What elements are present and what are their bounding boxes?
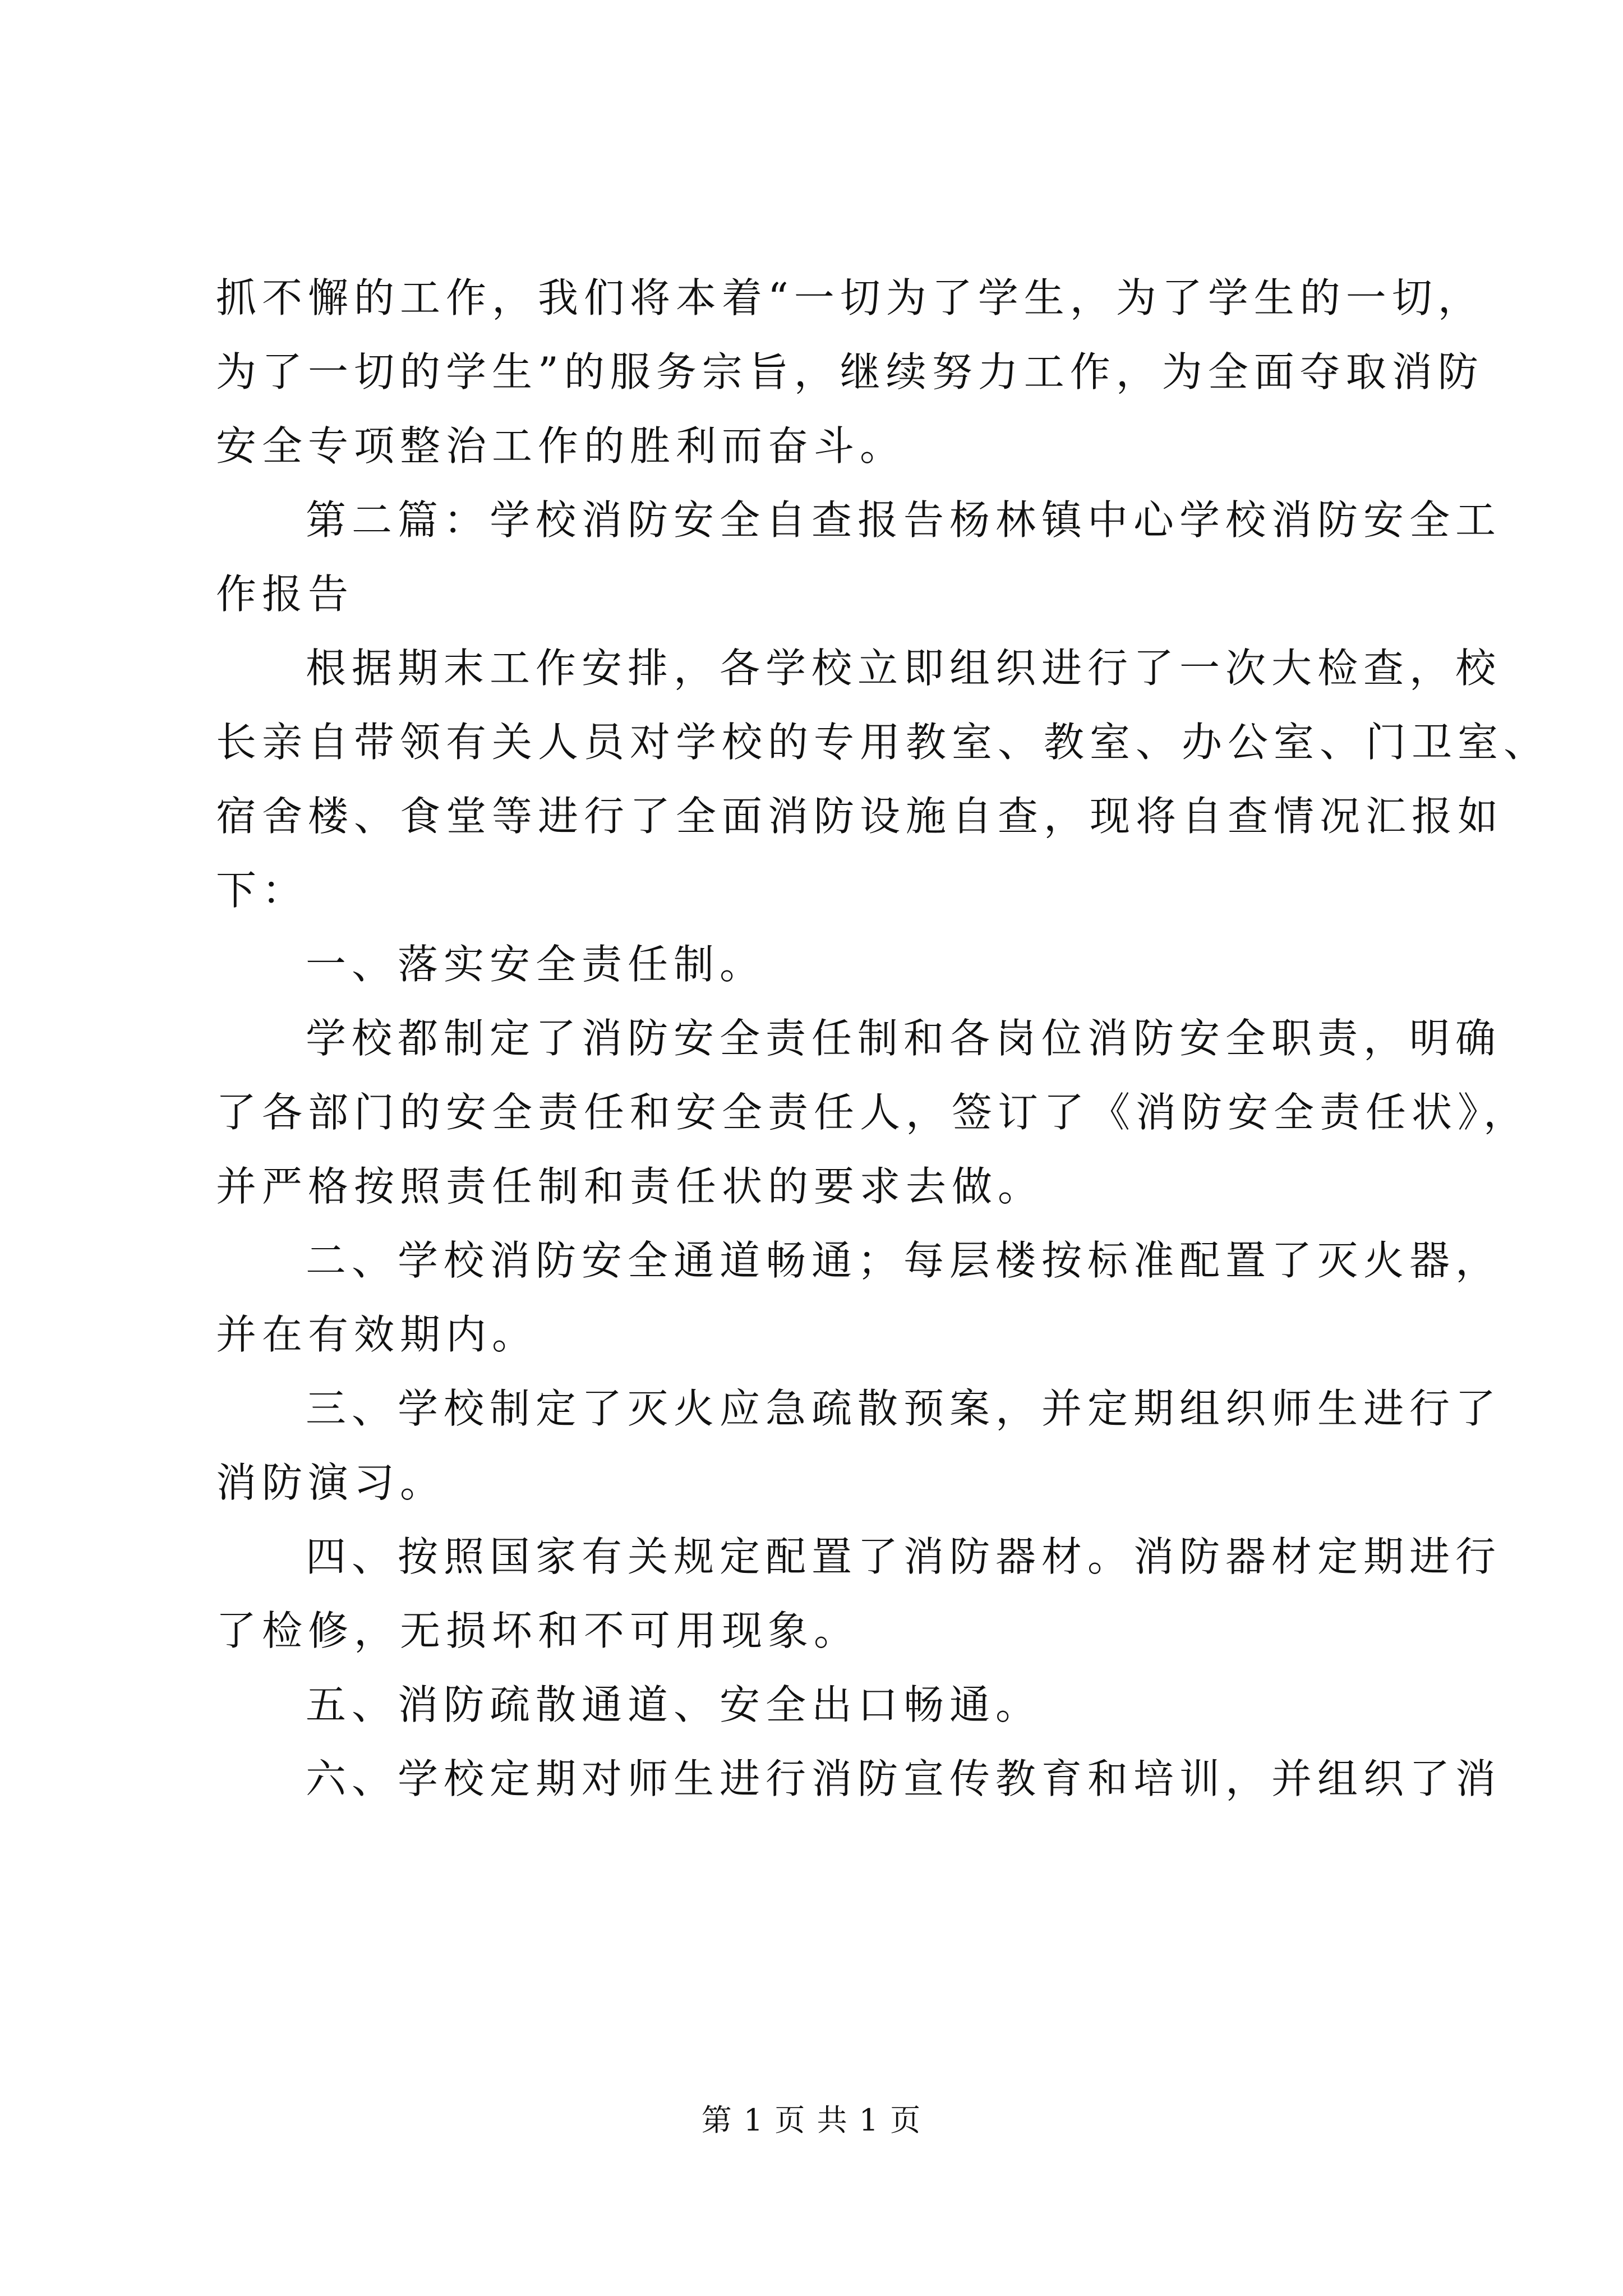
text-line: 了检修，无损坏和不可用现象。 bbox=[216, 1607, 860, 1654]
text-line: 安全专项整治工作的胜利而奋斗。 bbox=[216, 422, 906, 470]
list-item: 六、学校定期对师生进行消防宣传教育和培训，并组织了消 bbox=[306, 1755, 1502, 1802]
list-item: 四、按照国家有关规定配置了消防器材。消防器材定期进行 bbox=[306, 1533, 1502, 1580]
list-item: 二、学校消防安全通道畅通；每层楼按标准配置了灭火器， bbox=[306, 1237, 1502, 1284]
document-body bbox=[216, 261, 1550, 1816]
list-item: 三、学校制定了灭火应急疏散预案，并定期组织师生进行了 bbox=[306, 1385, 1502, 1432]
text-line: 消防演习。 bbox=[216, 1459, 446, 1506]
text-line: 作报告 bbox=[216, 570, 354, 618]
text-line: 了各部门的安全责任和安全责任人，签订了《消防安全责任状》， bbox=[216, 1089, 1530, 1136]
text-line: 学校都制定了消防安全责任制和各岗位消防安全职责，明确 bbox=[306, 1015, 1502, 1062]
text-line: 并严格按照责任制和责任状的要求去做。 bbox=[216, 1163, 1044, 1210]
section-heading: 第二篇：学校消防安全自查报告杨林镇中心学校消防安全工 bbox=[306, 496, 1502, 544]
text-line: 长亲自带领有关人员对学校的专用教室、教室、办公室、门卫室、 bbox=[216, 719, 1550, 766]
list-item: 五、消防疏散通道、安全出口畅通。 bbox=[306, 1681, 1042, 1728]
text-line: 宿舍楼、食堂等进行了全面消防设施自查，现将自查情况汇报如 bbox=[216, 793, 1504, 840]
page-footer: 第 1 页 共 1 页 bbox=[701, 2102, 922, 2138]
text-line: 抓不懈的工作，我们将本着“一切为了学生，为了学生的一切， bbox=[216, 274, 1484, 321]
text-line: 并在有效期内。 bbox=[216, 1311, 538, 1358]
list-item-heading: 一、落实安全责任制。 bbox=[306, 941, 766, 988]
text-line: 下： bbox=[216, 867, 308, 914]
text-line: 为了一切的学生”的服务宗旨，继续努力工作，为全面夺取消防 bbox=[216, 348, 1484, 395]
text-line: 根据期末工作安排，各学校立即组织进行了一次大检查，校 bbox=[306, 645, 1502, 692]
